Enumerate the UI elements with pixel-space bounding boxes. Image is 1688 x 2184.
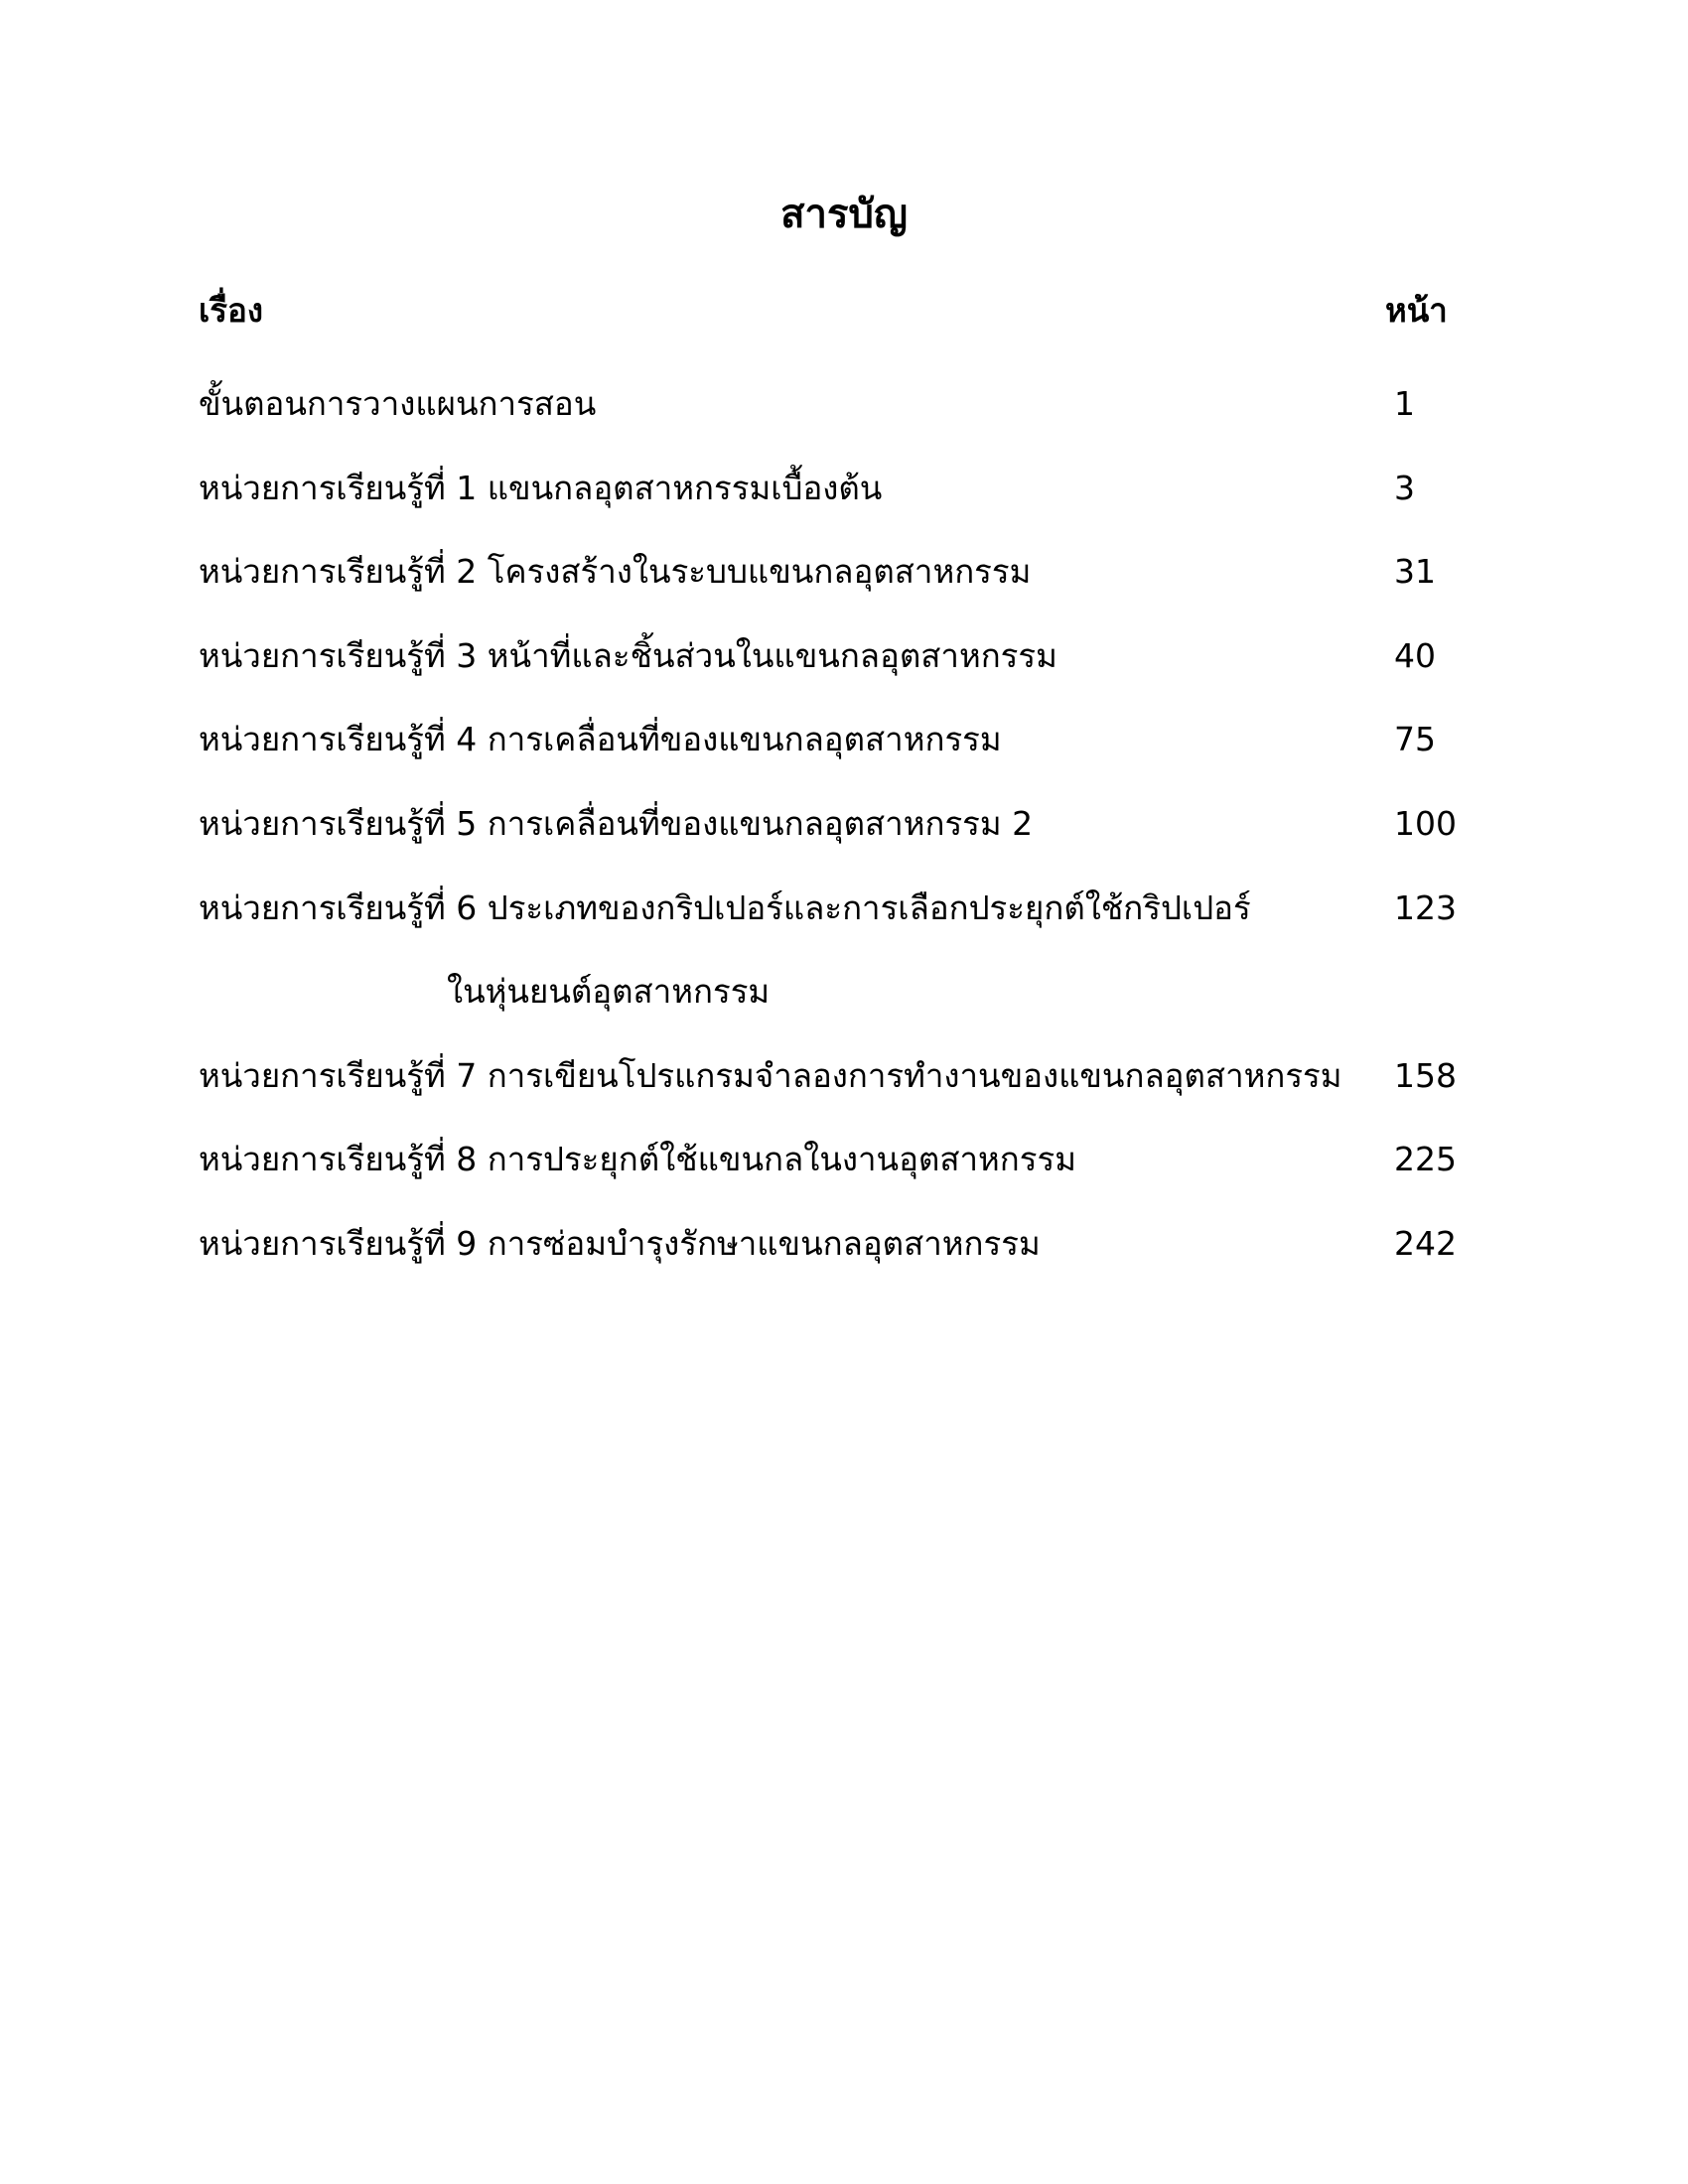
- toc-entry-title: หน่วยการเรียนรู้ที่ 2 โครงสร้างในระบบแขนกลอุตสาหกรรม: [199, 552, 1032, 592]
- toc-entry-continuation: ในหุ่นยนต์อุตสาหกรรม: [447, 972, 771, 1012]
- toc-entry: [199, 1055, 1589, 1140]
- toc-entry-page: 225: [1394, 1140, 1457, 1179]
- toc-header: [199, 290, 1589, 333]
- toc-entry-title: หน่วยการเรียนรู้ที่ 8 การประยุกต์ใช้แขนกลในงานอุตสาหกรรม: [199, 1140, 1076, 1179]
- toc-entry-page: 100: [1394, 803, 1457, 843]
- toc-entry: [199, 551, 1589, 635]
- toc-entry-title: หน่วยการเรียนรู้ที่ 7 การเขียนโปรแกรมจำลองการทำงานของแขนกลอุตสาหกรรม: [199, 1055, 1342, 1095]
- toc-entry-page: 1: [1394, 384, 1415, 423]
- page-title: สารบัญ: [780, 192, 908, 237]
- toc-entry-page: 123: [1394, 887, 1457, 927]
- toc-entry-title: ขั้นตอนการวางแผนการสอน: [199, 384, 597, 423]
- toc-entry-page: 158: [1394, 1055, 1457, 1095]
- toc-header-page: หน้า: [1385, 291, 1448, 330]
- toc-entry-page: 75: [1394, 720, 1436, 759]
- toc-entry-page: 3: [1394, 468, 1415, 507]
- toc-entry-continuation-row: [199, 971, 1589, 1055]
- toc-header-subject: เรื่อง: [199, 291, 263, 330]
- toc-entry-page: 31: [1394, 552, 1436, 592]
- toc-entry-title: หน่วยการเรียนรู้ที่ 4 การเคลื่อนที่ของแขนกลอุตสาหกรรม: [199, 720, 1002, 759]
- toc-entry-page: 40: [1394, 635, 1436, 675]
- toc-entry-title: หน่วยการเรียนรู้ที่ 9 การซ่อมบำรุงรักษาแขนกลอุตสาหกรรม: [199, 1223, 1041, 1263]
- toc-entry-title: หน่วยการเรียนรู้ที่ 5 การเคลื่อนที่ของแขนกลอุตสาหกรรม 2: [199, 803, 1034, 843]
- toc-entry: [199, 635, 1589, 720]
- toc-entry: [199, 1139, 1589, 1223]
- toc-entry-title: หน่วยการเรียนรู้ที่ 3 หน้าที่และชิ้นส่วนในแขนกลอุตสาหกรรม: [199, 635, 1057, 675]
- toc-entry: [199, 1223, 1589, 1307]
- toc-entry: [199, 887, 1589, 972]
- toc-list: [199, 383, 1589, 1307]
- toc-entry: [199, 468, 1589, 552]
- toc-entry-title: หน่วยการเรียนรู้ที่ 6 ประเภทของกริปเปอร์และการเลือกประยุกต์ใช้กริปเปอร์: [199, 887, 1251, 927]
- toc-entry: [199, 719, 1589, 803]
- toc-entry-page: 242: [1394, 1223, 1457, 1263]
- toc-entry: [199, 803, 1589, 887]
- toc-entry-title: หน่วยการเรียนรู้ที่ 1 แขนกลอุตสาหกรรมเบื้องต้น: [199, 468, 883, 507]
- toc-entry: [199, 383, 1589, 468]
